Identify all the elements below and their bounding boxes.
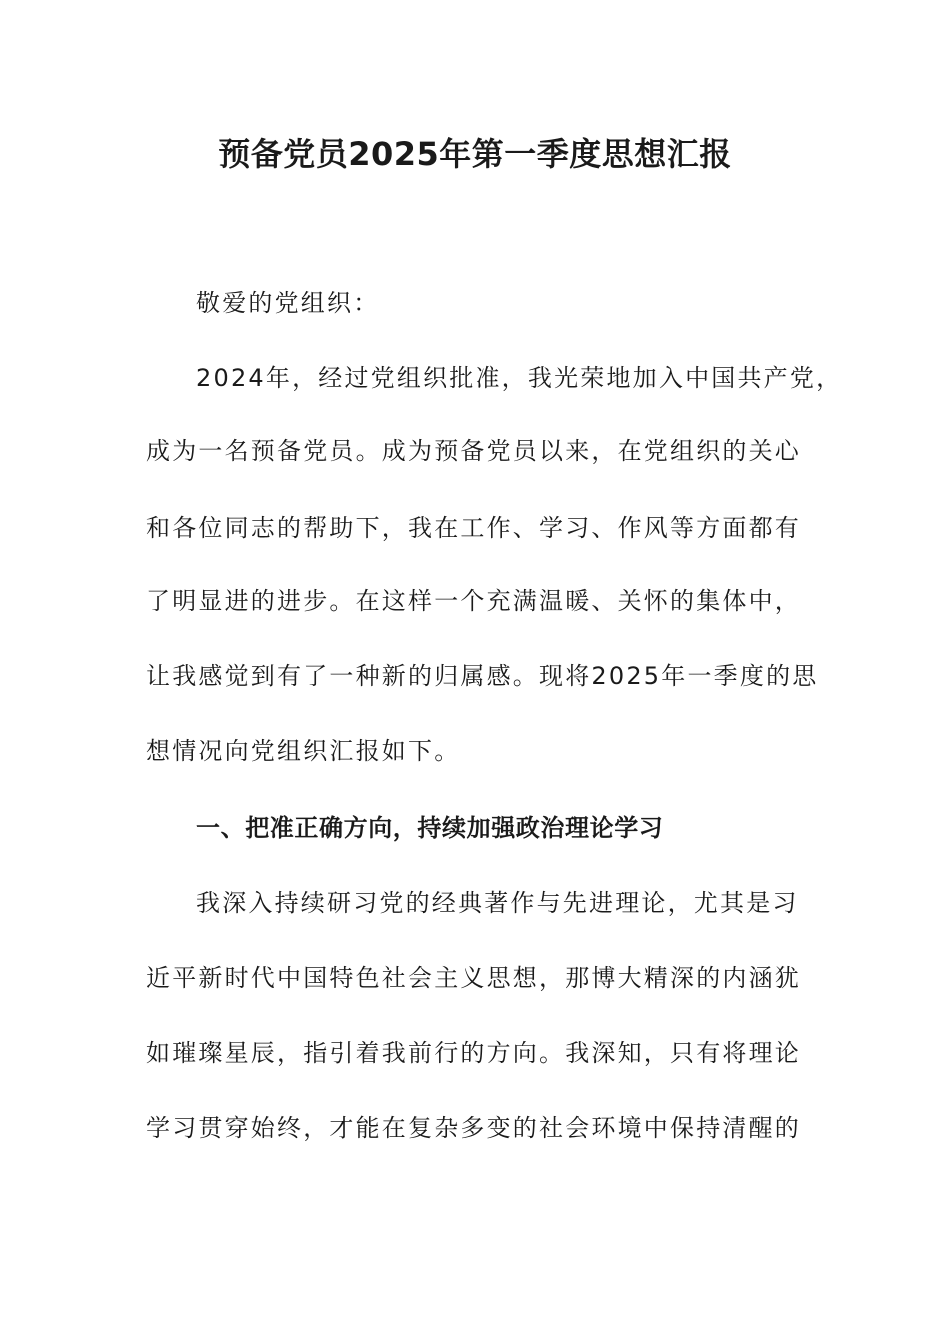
section-heading: 一、把准正确方向，持续加强政治理论学习 xyxy=(196,814,664,842)
paragraph-line: 我深入持续研习党的经典著作与先进理论，尤其是习 xyxy=(196,889,799,917)
paragraph-line: 了明显进的进步。在这样一个充满温暖、关怀的集体中， xyxy=(146,587,801,615)
document-title: 预备党员2025年第一季度思想汇报 xyxy=(218,135,732,173)
salutation: 敬爱的党组织： xyxy=(196,289,380,317)
paragraph-line: 2024年，经过党组织批准，我光荣地加入中国共产党， xyxy=(196,364,843,392)
paragraph-line: 如璀璨星辰，指引着我前行的方向。我深知，只有将理论 xyxy=(146,1039,801,1067)
paragraph-line: 想情况向党组织汇报如下。 xyxy=(146,737,461,765)
paragraph-line: 近平新时代中国特色社会主义思想，那博大精深的内涵犹 xyxy=(146,964,801,992)
paragraph-line: 和各位同志的帮助下，我在工作、学习、作风等方面都有 xyxy=(146,514,801,542)
paragraph-line: 让我感觉到有了一种新的归属感。现将2025年一季度的思 xyxy=(146,662,819,690)
paragraph-line: 学习贯穿始终，才能在复杂多变的社会环境中保持清醒的 xyxy=(146,1114,801,1142)
paragraph-line: 成为一名预备党员。成为预备党员以来，在党组织的关心 xyxy=(146,437,801,465)
